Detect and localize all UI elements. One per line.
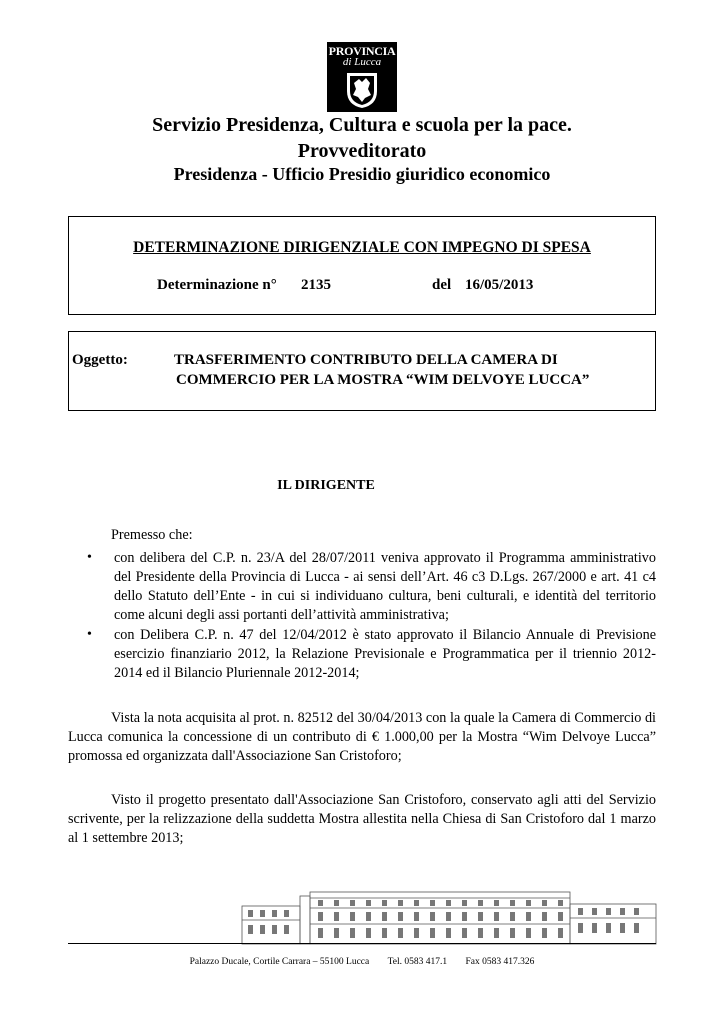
premise-intro: Premesso che:	[111, 527, 193, 543]
footer-address: Palazzo Ducale, Cortile Carrara – 55100 Lucca	[189, 957, 370, 967]
footer	[0, 957, 724, 967]
palazzo-ducale-illustration	[240, 886, 660, 946]
bullet-marker: •	[87, 627, 92, 642]
determination-number-label: Determinazione n°	[157, 277, 277, 293]
determination-date: 16/05/2013	[465, 277, 534, 293]
coat-of-arms-icon	[345, 71, 379, 109]
subject-box	[68, 331, 656, 411]
office-subtitle: Presidenza - Ufficio Presidio giuridico economico	[173, 164, 551, 184]
footer-divider	[68, 943, 656, 944]
bullet-marker: •	[87, 550, 92, 565]
determination-date-label: del	[432, 277, 452, 293]
determination-number: 2135	[301, 277, 331, 293]
logo-line1: PROVINCIA	[328, 44, 396, 58]
subject-line-2: COMMERCIO PER LA MOSTRA “WIM DELVOYE LUCCA”	[176, 372, 590, 388]
logo-line2: di Lucca	[342, 56, 382, 68]
paragraph: Vista la nota acquisita al prot. n. 82512 del 30/04/2013 con la quale la Camera di Commercio di Lucca comunica la concessione di un contributo di € 1.000,00 per la Mostra “Wim Delvoye Lucca” promossa ed organizzata dall'Associazione San Cristoforo;	[68, 710, 656, 764]
office-title: Provveditorato	[297, 140, 427, 162]
list-item: con delibera del C.P. n. 23/A del 28/07/2011 veniva approvato il Programma amministrativo del Presidente della Provincia di Lucca - ai sensi dell’Art. 46 c3 D.Lgs. 267/2000 e art. 41 c4 dello Statuto dell’Ente - in cui si individuano cultura, beni culturali, e identità del territorio come alcuni degli assi portanti dell’attività amministrativa;	[114, 550, 656, 623]
footer-fax: Fax 0583 417.326	[465, 957, 535, 967]
service-title: Servizio Presidenza, Cultura e scuola per la pace.	[152, 114, 572, 136]
determination-box	[68, 216, 656, 315]
list-item: con Delibera C.P. n. 47 del 12/04/2012 è stato approvato il Bilancio Annuale di Previsione esercizio finanziario 2012, la Relazione Previsionale e Programmatica per il triennio 2012-2014 ed il Bilancio Pluriennale 2012-2014;	[114, 627, 656, 681]
determination-heading: DETERMINAZIONE DIRIGENZIALE CON IMPEGNO DI SPESA	[133, 239, 591, 256]
subject-line-1: TRASFERIMENTO CONTRIBUTO DELLA CAMERA DI	[174, 352, 558, 368]
paragraph: Visto il progetto presentato dall'Associazione San Cristoforo, conservato agli atti del Servizio scrivente, per la relizzazione della suddetta Mostra allestita nella Chiesa di San Cristoforo dal 1 marzo al 1 settembre 2013;	[68, 792, 656, 846]
subject-label: Oggetto:	[72, 352, 128, 368]
section-heading: IL DIRIGENTE	[277, 478, 375, 493]
footer-tel: Tel. 0583 417.1	[387, 957, 448, 967]
provincia-logo	[327, 42, 397, 112]
